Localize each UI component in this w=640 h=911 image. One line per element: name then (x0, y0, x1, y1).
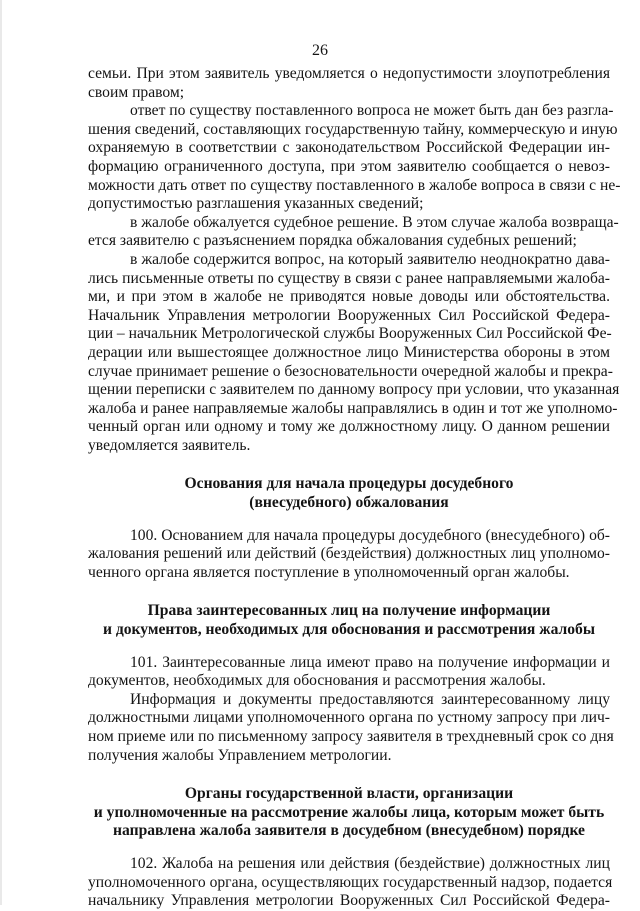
text-line: лись письменные ответы по существу в связи с ранее направляемыми жалоба- (88, 269, 610, 287)
text-line: дерации или вышестоящее должностное лицо Министерства обороны в этом (88, 343, 610, 361)
text-line: должностными лицами уполномоченного органа по устному запросу при лич- (88, 709, 610, 727)
paragraph-101 (88, 654, 610, 691)
text-line: получения жалобы Управлением метрологии. (88, 746, 392, 764)
document-body (88, 65, 621, 911)
heading-line: Органы государственной власти, организации (184, 785, 514, 803)
heading-line: и уполномоченные на рассмотрение жалобы лица, которым может быть (93, 803, 605, 821)
text-line: случае принимает решение о безосновательности очередной жалобы и прекра- (88, 362, 613, 380)
text-line: уполномоченного органа, осуществляющих государственный надзор, подается (88, 873, 613, 891)
text-line: допустимостью разглашения указанных сведений; (88, 195, 424, 213)
text-line: ченный орган или одному и тому же должностному лицу. О данном решении (88, 418, 610, 436)
text-line: ется заявителю с разъяснением порядка обжалования судебных решений; (88, 232, 577, 250)
text-line: 100. Основанием для начала процедуры досудебного (внесудебного) об- (130, 526, 610, 544)
section-heading (88, 602, 610, 639)
text-line: семьи. При этом заявитель уведомляется о недопустимости злоупотребления (88, 65, 610, 82)
text-line: уведомляется заявитель. (88, 436, 251, 454)
text-line: формацию ограниченного доступа, при этом заявителю сообщается о невоз- (88, 157, 610, 175)
text-line: в жалобе обжалуется судебное решение. В этом случае жалоба возвраща- (130, 213, 619, 231)
text-line: жалования решений или действий (бездействия) должностных лиц уполномо- (88, 545, 610, 563)
paragraph-repeated-complaint (88, 250, 620, 456)
text-line: жалоба и ранее направляемые жалобы направлялись в один и тот же уполномо- (88, 399, 618, 417)
paragraph-information-provision (88, 690, 614, 765)
section-heading (88, 475, 610, 512)
text-line: в жалобе содержится вопрос, на который заявителю неоднократно дава- (130, 250, 610, 268)
text-line: шения сведений, составляющих государственную тайну, коммерческую и иную (88, 120, 618, 138)
text-line: своим правом; (88, 83, 185, 101)
text-line: охраняемую в соответствии с законодательством Российской Федерации ин- (88, 139, 610, 157)
text-line: начальнику Управления метрологии Вооруженных Сил Российской Федера- (88, 892, 610, 910)
section-heading (88, 785, 610, 841)
paragraph-court-decision (88, 213, 619, 251)
heading-line: и документов, необходимых для обоснования и рассмотрения жалобы (102, 621, 596, 639)
paragraph-continuation (88, 65, 610, 102)
text-line: ответ по существу поставленного вопроса не может быть дан без разгла- (130, 102, 614, 120)
text-line: 101. Заинтересованные лица имеют право на получение информации и (130, 653, 610, 671)
text-line: можности дать ответ по существу поставленного в жалобе вопроса в связи с не- (88, 176, 621, 194)
paragraph-state-secret (88, 102, 621, 214)
page-number: 26 (312, 42, 328, 59)
text-line: Начальник Управления метрологии Вооруженных Сил Российской Федера- (88, 306, 610, 324)
paragraph-102 (88, 854, 613, 911)
heading-line: (внесудебного) обжалования (249, 494, 449, 512)
heading-line: направлена жалоба заявителя в досудебном (внесудебном) порядке (113, 822, 585, 840)
text-line: ном приеме или по письменному запросу заявителя в трехдневный срок со дня (88, 728, 614, 745)
paragraph-100 (88, 527, 610, 583)
scan-edge (0, 0, 2, 905)
text-line: 102. Жалоба на решения или действия (бездействие) должностных лиц (130, 854, 610, 872)
text-line: ми, и при этом в жалобе не приводятся новые доводы или обстоятельства. (88, 288, 610, 306)
text-line: ции – начальник Метрологической службы Вооруженных Сил Российской Фе- (88, 325, 612, 343)
text-line: щении переписки с заявителем по данному вопросу при условии, что указанная (88, 381, 620, 399)
heading-line: Права заинтересованных лиц на получение информации (147, 602, 551, 620)
heading-line: Основания для начала процедуры досудебного (184, 475, 514, 493)
text-line: документов, необходимых для обоснования и рассмотрения жалобы. (88, 672, 546, 690)
text-line: Информация и документы предоставляются заинтересованному лицу (130, 690, 610, 708)
text-line: ченного органа является поступление в уполномоченный орган жалобы. (88, 563, 570, 581)
